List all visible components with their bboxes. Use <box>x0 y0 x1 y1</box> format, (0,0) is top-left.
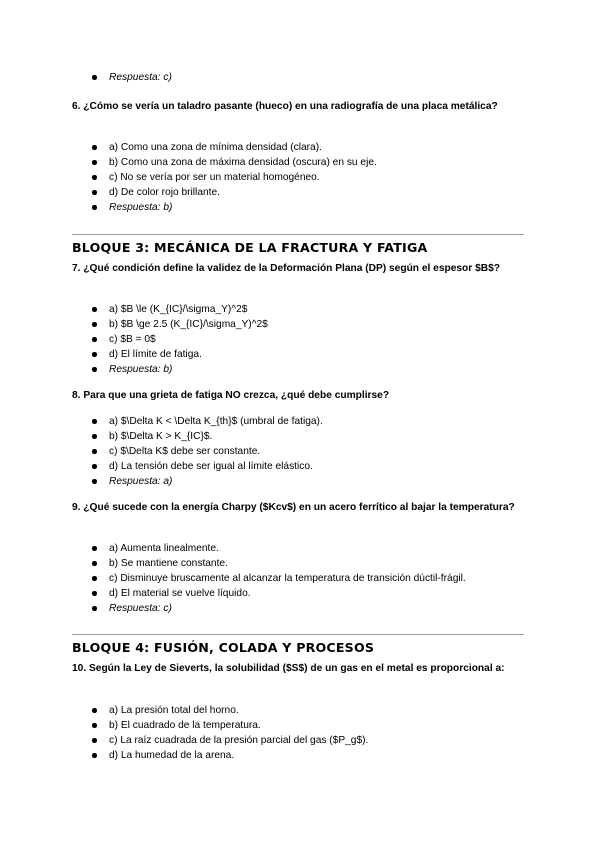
option: b) El cuadrado de la temperatura. <box>72 718 542 733</box>
question-6: 6. ¿Cómo se vería un taladro pasante (hueco) en una radiografía de una placa metálica? <box>72 101 498 112</box>
option: c) $\Delta K$ debe ser constante. <box>72 444 542 459</box>
option: a) Como una zona de mínima densidad (clara). <box>72 140 542 155</box>
section-heading-block-4: BLOQUE 4: FUSIÓN, COLADA Y PROCESOS <box>72 640 375 655</box>
option: b) Se mantiene constante. <box>72 556 542 571</box>
option: a) La presión total del horno. <box>72 703 542 718</box>
option: d) De color rojo brillante. <box>72 185 542 200</box>
option: a) $\Delta K < \Delta K_{th}$ (umbral de fatiga). <box>72 414 542 429</box>
question-8: 8. Para que una grieta de fatiga NO crezca, ¿qué debe cumplirse? <box>72 390 390 401</box>
option: a) Aumenta linealmente. <box>72 541 542 556</box>
q10-options <box>72 703 542 763</box>
q9-options <box>72 541 542 616</box>
divider <box>72 234 524 235</box>
option: d) La humedad de la arena. <box>72 748 542 763</box>
answer: Respuesta: b) <box>72 362 542 377</box>
question-10: 10. Según la Ley de Sieverts, la solubilidad ($S$) de un gas en el metal es proporcional a: <box>72 663 505 674</box>
option: c) No se vería por ser un material homogéneo. <box>72 170 542 185</box>
q7-options <box>72 302 542 377</box>
divider <box>72 634 524 635</box>
option: b) $\Delta K > K_{IC}$. <box>72 429 542 444</box>
answer: Respuesta: c) <box>72 70 542 85</box>
question-7: 7. ¿Qué condición define la validez de la Deformación Plana (DP) según el espesor $B$? <box>72 263 500 274</box>
option: a) $B \le (K_{IC}/\sigma_Y)^2$ <box>72 302 542 317</box>
answer: Respuesta: a) <box>72 474 542 489</box>
section-heading-block-3: BLOQUE 3: MECÁNICA DE LA FRACTURA Y FATIGA <box>72 240 428 255</box>
answer: Respuesta: c) <box>72 601 542 616</box>
option: b) Como una zona de máxima densidad (oscura) en su eje. <box>72 155 542 170</box>
prev-answer-list <box>72 70 542 85</box>
answer: Respuesta: b) <box>72 200 542 215</box>
option: b) $B \ge 2.5 (K_{IC}/\sigma_Y)^2$ <box>72 317 542 332</box>
option: c) Disminuye bruscamente al alcanzar la temperatura de transición dúctil-frágil. <box>72 571 542 586</box>
option: d) La tensión debe ser igual al límite elástico. <box>72 459 542 474</box>
option: c) $B = 0$ <box>72 332 542 347</box>
q8-options <box>72 414 542 489</box>
option: c) La raíz cuadrada de la presión parcial del gas ($P_g$). <box>72 733 542 748</box>
question-9: 9. ¿Qué sucede con la energía Charpy ($Kcv$) en un acero ferrítico al bajar la temperatura? <box>72 502 515 513</box>
option: d) El límite de fatiga. <box>72 347 542 362</box>
q6-options <box>72 140 542 215</box>
option: d) El material se vuelve líquido. <box>72 586 542 601</box>
